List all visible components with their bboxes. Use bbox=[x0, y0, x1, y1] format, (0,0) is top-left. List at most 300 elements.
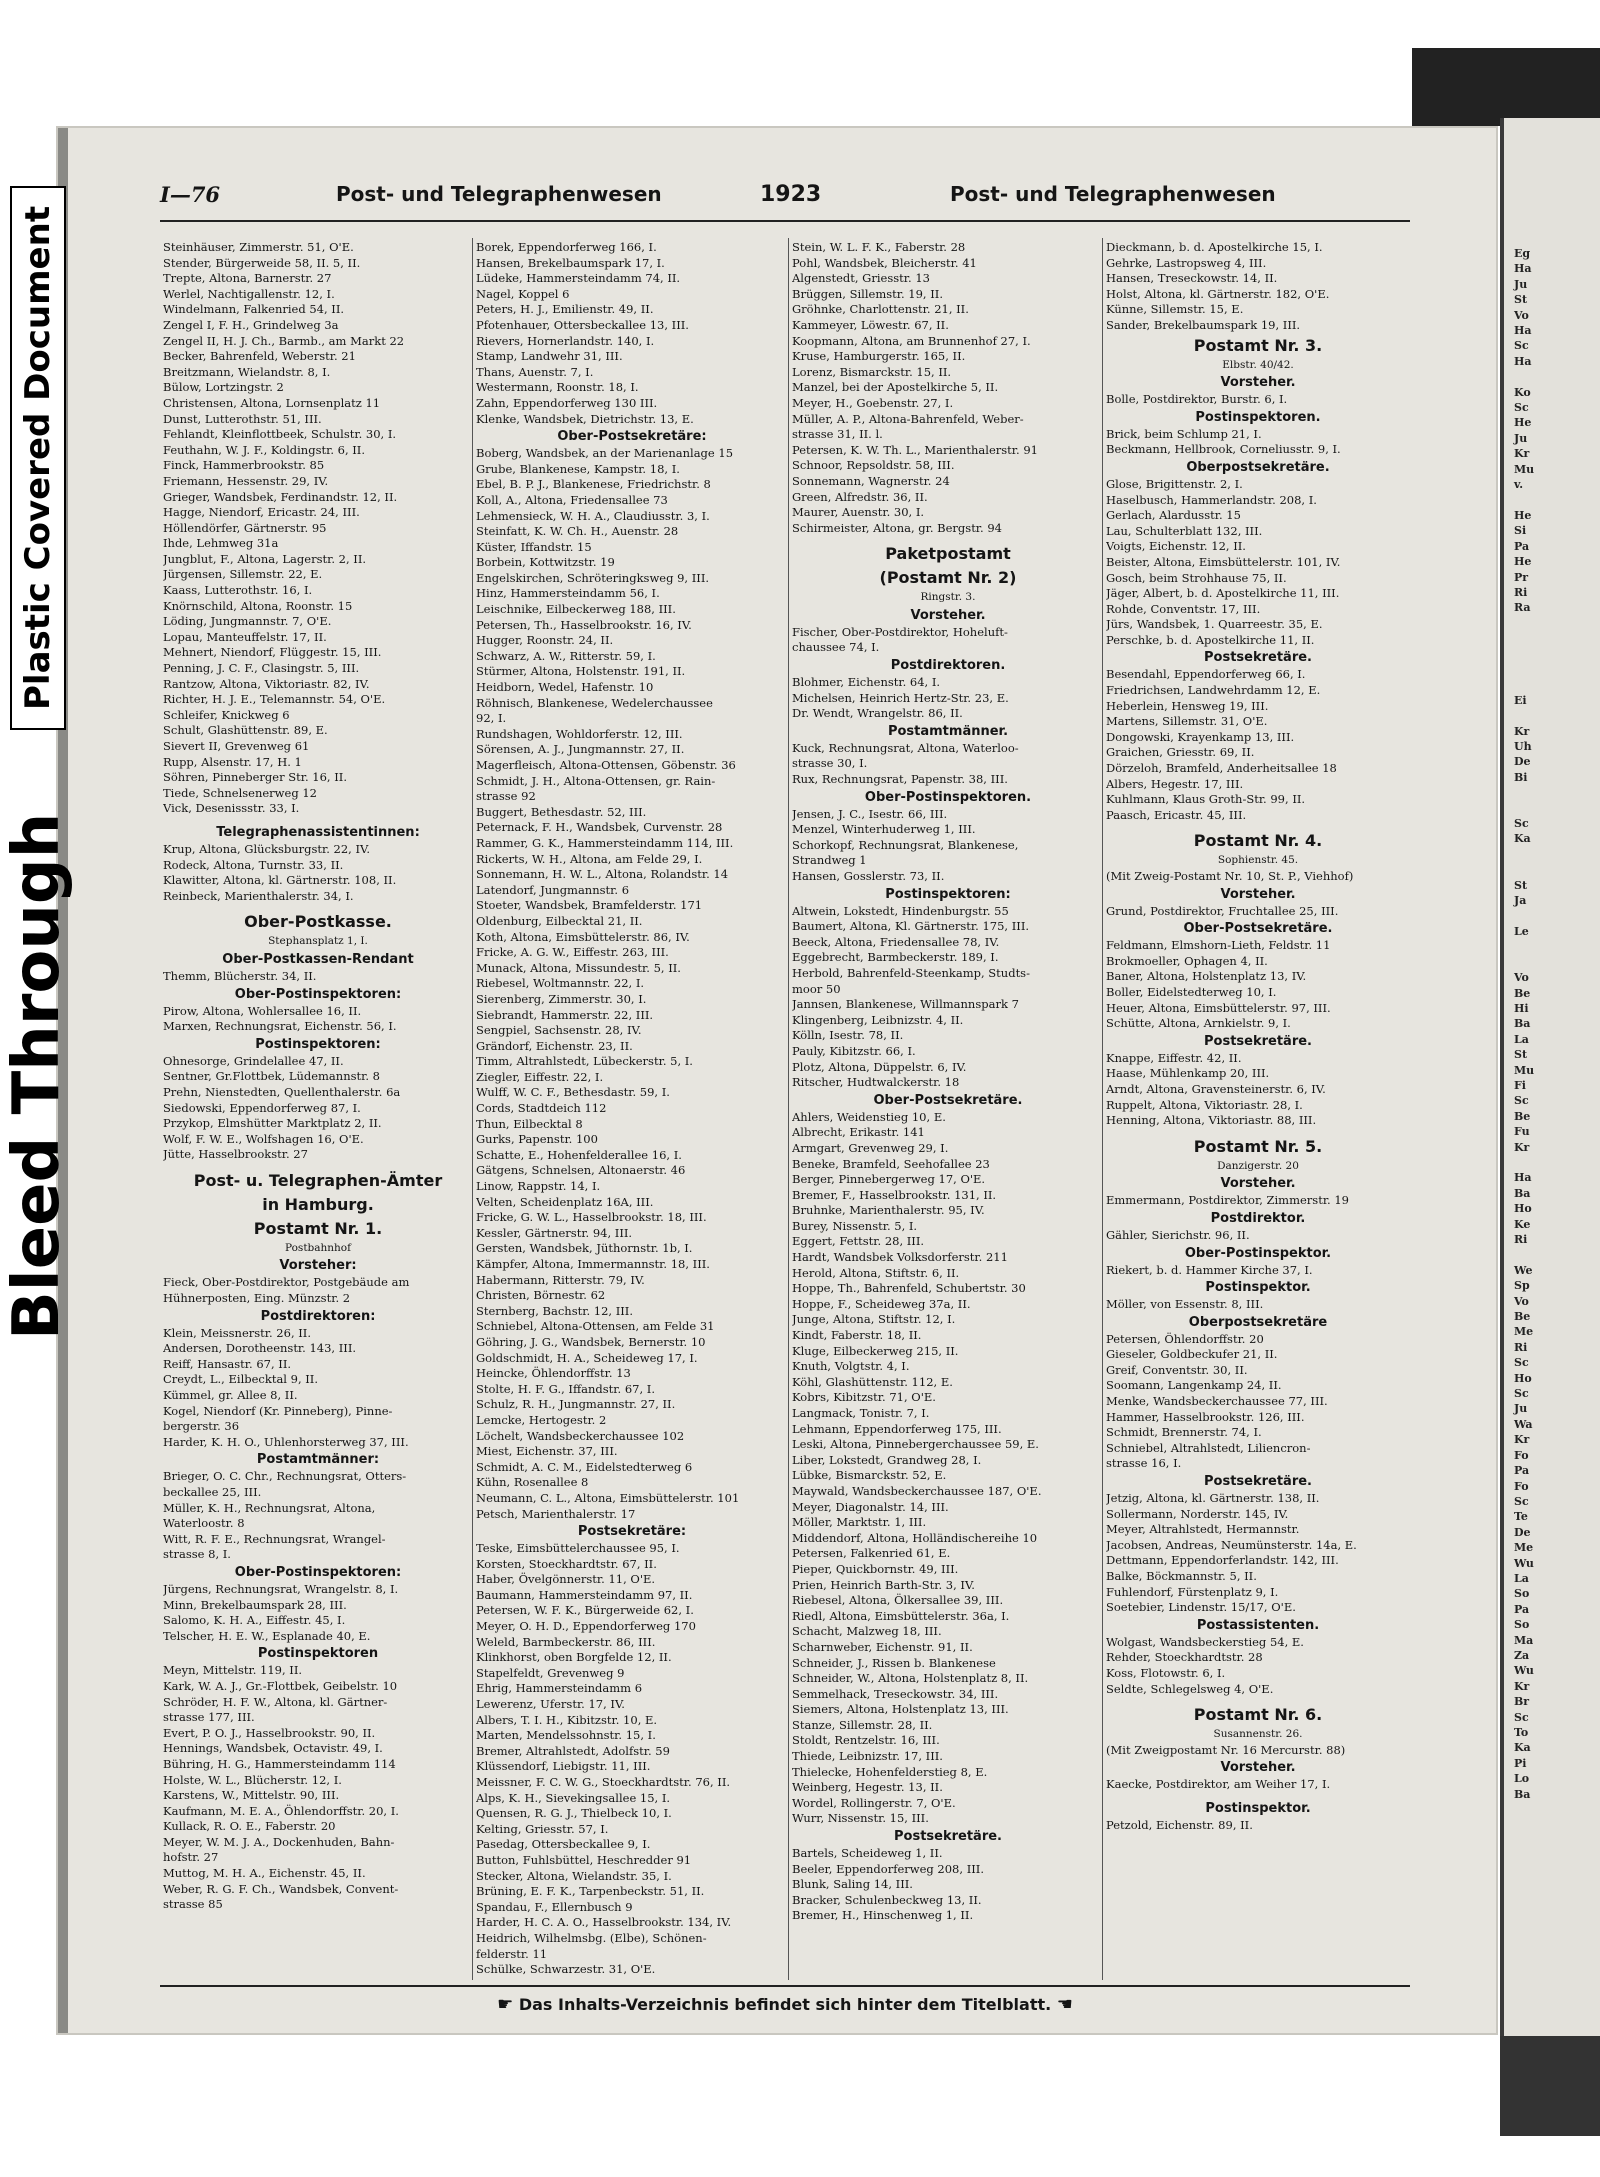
directory-entry: Bracker, Schulenbeckweg 13, II. bbox=[792, 1892, 982, 1907]
section-title: (Postamt Nr. 2) bbox=[879, 568, 1017, 588]
directory-entry: Pasedag, Ottersbeckallee 9, I. bbox=[476, 1837, 651, 1852]
directory-entry: Beister, Altona, Eimsbüttelerstr. 101, IV. bbox=[1106, 554, 1341, 569]
directory-entry: Middendorf, Altona, Holländischereihe 10 bbox=[792, 1530, 1038, 1545]
directory-entry: Rickerts, W. H., Altona, am Felde 29, I. bbox=[476, 851, 703, 866]
header-title-left: Post- und Telegraphenwesen bbox=[336, 182, 662, 206]
directory-entry: Eggert, Fettstr. 28, III. bbox=[792, 1234, 925, 1249]
directory-entry: Dettmann, Eppendorferlandstr. 142, III. bbox=[1106, 1553, 1339, 1568]
directory-entry: Knappe, Eiffestr. 42, II. bbox=[1106, 1050, 1242, 1065]
directory-entry: Marxen, Rechnungsrat, Eichenstr. 56, I. bbox=[163, 1019, 397, 1034]
directory-entry: Quensen, R. G. J., Thielbeck 10, I. bbox=[476, 1806, 672, 1821]
directory-entry: Ebel, B. P. J., Blankenese, Friedrichstr. 8 bbox=[476, 477, 711, 492]
directory-entry: Jürgensen, Sillemstr. 22, E. bbox=[163, 567, 323, 582]
directory-entry: Klinkhorst, oben Borgfelde 12, II. bbox=[476, 1650, 672, 1665]
bleed-through-label: Bleed Through bbox=[0, 812, 74, 1340]
directory-entry: hofstr. 27 bbox=[163, 1850, 219, 1865]
directory-entry: Minn, Brekelbaumspark 28, III. bbox=[163, 1597, 347, 1612]
directory-entry: Heberlein, Hensweg 19, III. bbox=[1106, 698, 1269, 713]
section-address: Elbstr. 40/42. bbox=[1222, 358, 1294, 371]
directory-entry: Becker, Bahrenfeld, Weberstr. 21 bbox=[163, 349, 356, 364]
directory-entry: Wordel, Rollingerstr. 7, O'E. bbox=[792, 1795, 956, 1810]
section-heading: Ober-Postinspektoren: bbox=[234, 1564, 402, 1580]
directory-entry: Ruppelt, Altona, Viktoriastr. 28, I. bbox=[1106, 1097, 1303, 1112]
directory-entry: Rehder, Stoeckhardtstr. 28 bbox=[1106, 1650, 1263, 1665]
directory-entry: Heincke, Öhlendorffstr. 13 bbox=[476, 1366, 631, 1381]
column-2 bbox=[476, 240, 788, 1978]
directory-entry: Grund, Postdirektor, Fruchtallee 25, III. bbox=[1106, 903, 1339, 918]
directory-entry: Henning, Altona, Viktoriastr. 88, III. bbox=[1106, 1113, 1317, 1128]
directory-entry: Plotz, Altona, Düppelstr. 6, IV. bbox=[792, 1059, 967, 1074]
directory-entry: Petsch, Marienthalerstr. 17 bbox=[476, 1506, 636, 1521]
directory-entry: Langmack, Tonistr. 7, I. bbox=[792, 1406, 930, 1420]
directory-entry: Haase, Mühlenkamp 20, III. bbox=[1106, 1066, 1270, 1081]
directory-entry: Schwarz, A. W., Ritterstr. 59, I. bbox=[476, 648, 656, 663]
facing-page-text: Eg Ha Ju St Vo Ha Sc Ha Ko Sc He Ju Kr Mu v. He Si Pa He Pr Ri Ra Ei Kr Uh De Bi Sc Ka St Ja Le Vo Be Hi Ba La St Mu Fi Sc Be Fu Kr Ha Ba Ho Ke Ri We Sp Vo Be Me Ri Sc Ho Sc Ju Wa Kr Fo Pa Fo Sc Te De Me Wu La So Pa So Ma Za Wu Kr Br Sc To Ka Pi Lo Ba bbox=[1514, 247, 1535, 1801]
page-header bbox=[160, 182, 1400, 218]
directory-entry: Baner, Altona, Holstenplatz 13, IV. bbox=[1106, 969, 1307, 984]
directory-entry: Sengpiel, Sachsenstr. 28, IV. bbox=[476, 1023, 642, 1038]
directory-entry: Heidborn, Wedel, Hafenstr. 10 bbox=[476, 680, 654, 695]
directory-entry: Heidrich, Wilhelmsbg. (Elbe), Schönen- bbox=[476, 1930, 707, 1945]
directory-entry: Hansen, Brekelbaumspark 17, I. bbox=[476, 255, 665, 270]
directory-entry: Zahn, Eppendorferweg 130 III. bbox=[476, 395, 658, 410]
directory-entry: Hammer, Hasselbrookstr. 126, III. bbox=[1106, 1409, 1305, 1424]
directory-entry: Andersen, Dorotheenstr. 143, III. bbox=[163, 1341, 357, 1356]
directory-entry: Wolgast, Wandsbeckerstieg 54, E. bbox=[1106, 1634, 1304, 1649]
directory-entry: Stanze, Sillemstr. 28, II. bbox=[792, 1717, 933, 1732]
directory-entry: Dongowski, Krayenkamp 13, III. bbox=[1106, 729, 1295, 744]
directory-entry: Linow, Rappstr. 14, I. bbox=[476, 1179, 601, 1194]
directory-entry: Pauly, Kibitzstr. 66, I. bbox=[792, 1043, 916, 1058]
directory-entry: Dunst, Lutterothstr. 51, III. bbox=[163, 411, 322, 426]
directory-entry: Beeler, Eppendorferweg 208, III. bbox=[792, 1861, 984, 1876]
section-heading: Postinspektor. bbox=[1205, 1800, 1311, 1816]
directory-entry: Schorkopf, Rechnungsrat, Blankenese, bbox=[792, 837, 1019, 852]
directory-entry: Stecker, Altona, Wielandstr. 35, I. bbox=[476, 1868, 672, 1883]
directory-entry: Löchelt, Wandsbeckerchaussee 102 bbox=[476, 1428, 685, 1443]
directory-entry: Weleld, Barmbeckerstr. 86, III. bbox=[476, 1634, 656, 1649]
section-address: Susannenstr. 26. bbox=[1213, 1728, 1303, 1741]
directory-entry: Eggebrecht, Barmbeckerstr. 189, I. bbox=[792, 950, 999, 965]
directory-entry: Rantzow, Altona, Viktoriastr. 82, IV. bbox=[163, 676, 370, 691]
column-4 bbox=[1106, 240, 1410, 1834]
section-heading: Ober-Postsekretäre. bbox=[873, 1092, 1023, 1108]
column-divider bbox=[472, 238, 473, 1980]
directory-entry: Schröder, H. F. W., Altona, kl. Gärtner- bbox=[163, 1694, 388, 1709]
directory-entry: Herold, Altona, Stiftstr. 6, II. bbox=[792, 1265, 960, 1280]
directory-entry: Sievert II, Grevenweg 61 bbox=[163, 739, 310, 753]
directory-entry: Neumann, C. L., Altona, Eimsbüttelerstr. 101 bbox=[476, 1490, 740, 1505]
directory-entry: Feldmann, Elmshorn-Lieth, Feldstr. 11 bbox=[1106, 938, 1331, 953]
directory-entry: Paasch, Ericastr. 45, III. bbox=[1106, 807, 1247, 822]
footer-rule bbox=[160, 1985, 1410, 1987]
directory-entry: Lewerenz, Uferstr. 17, IV. bbox=[476, 1697, 625, 1712]
directory-entry: Pohl, Wandsbek, Bleicherstr. 41 bbox=[792, 255, 977, 270]
directory-entry: Brüning, E. F. K., Tarpenbeckstr. 51, II. bbox=[476, 1884, 705, 1899]
directory-entry: Habermann, Ritterstr. 79, IV. bbox=[476, 1272, 645, 1287]
scanner-bottom-strip bbox=[1500, 2036, 1600, 2136]
directory-entry: Hennings, Wandsbek, Octavistr. 49, I. bbox=[163, 1741, 383, 1756]
directory-entry: Petersen, Öhlendorffstr. 20 bbox=[1106, 1331, 1264, 1346]
directory-entry: Pfotenhauer, Ottersbeckallee 13, III. bbox=[476, 317, 689, 332]
directory-entry: Voigts, Eichenstr. 12, II. bbox=[1106, 539, 1246, 554]
directory-entry: Thiede, Leibnizstr. 17, III. bbox=[792, 1749, 943, 1764]
directory-entry: Schleifer, Knickweg 6 bbox=[163, 707, 290, 722]
directory-entry: Semmelhack, Treseckowstr. 34, III. bbox=[792, 1686, 999, 1701]
directory-entry: Brieger, O. C. Chr., Rechnungsrat, Otters- bbox=[163, 1469, 407, 1484]
directory-entry: Besendahl, Eppendorferweg 66, I. bbox=[1106, 667, 1306, 682]
directory-entry: Köhl, Glashüttenstr. 112, E. bbox=[792, 1374, 953, 1389]
directory-entry: Przykop, Elmshütter Marktplatz 2, II. bbox=[163, 1116, 382, 1131]
directory-entry: Hinz, Hammersteindamm 56, I. bbox=[476, 586, 660, 601]
directory-entry: Grieger, Wandsbek, Ferdinandstr. 12, II. bbox=[163, 489, 398, 504]
column-3 bbox=[792, 240, 1104, 1924]
directory-entry: Bremer, H., Hinschenweg 1, II. bbox=[792, 1908, 974, 1923]
directory-entry: Gieseler, Goldbeckufer 21, II. bbox=[1106, 1347, 1278, 1362]
directory-entry: Schnoor, Repsoldstr. 58, III. bbox=[792, 458, 955, 473]
directory-entry: Schatte, E., Hohenfelderallee 16, I. bbox=[476, 1147, 682, 1162]
directory-entry: Boller, Eidelstedterweg 10, I. bbox=[1106, 984, 1277, 999]
directory-entry: Friedrichsen, Landwehrdamm 12, E. bbox=[1106, 683, 1321, 698]
directory-entry: Klein, Meissnerstr. 26, II. bbox=[163, 1325, 311, 1340]
directory-entry: Buggert, Bethesdastr. 52, III. bbox=[476, 804, 647, 819]
directory-entry: Riedl, Altona, Eimsbüttelerstr. 36a, I. bbox=[792, 1608, 1010, 1623]
directory-entry: Armgart, Grevenweg 29, I. bbox=[792, 1140, 949, 1155]
section-address: Ringstr. 3. bbox=[920, 591, 976, 604]
directory-entry: Karstens, W., Mittelstr. 90, III. bbox=[163, 1788, 340, 1803]
section-title: Paketpostamt bbox=[885, 544, 1011, 564]
directory-entry: Peternack, F. H., Wandsbek, Curvenstr. 28 bbox=[476, 820, 723, 835]
section-heading: Postsekretäre: bbox=[577, 1524, 687, 1540]
directory-entry: Riekert, b. d. Hammer Kirche 37, I. bbox=[1106, 1262, 1313, 1277]
section-title: Postamt Nr. 1. bbox=[253, 1218, 383, 1238]
directory-entry: Koll, A., Altona, Friedensallee 73 bbox=[476, 492, 668, 507]
directory-entry: Trepte, Altona, Barnerstr. 27 bbox=[163, 271, 332, 286]
directory-entry: Gersten, Wandsbek, Jüthornstr. 1b, I. bbox=[476, 1241, 693, 1256]
directory-entry: Fischer, Ober-Postdirektor, Hoheluft- bbox=[792, 624, 1008, 639]
directory-entry: Kühn, Rosenallee 8 bbox=[476, 1475, 589, 1490]
directory-entry: Oldenburg, Eilbecktal 21, II. bbox=[476, 913, 643, 928]
directory-entry: Algenstedt, Griesstr. 13 bbox=[792, 271, 930, 286]
directory-entry: Miest, Eichenstr. 37, III. bbox=[476, 1444, 618, 1459]
directory-entry: Gähler, Sierichstr. 96, II. bbox=[1106, 1227, 1250, 1242]
directory-entry: Gätgens, Schnelsen, Altonaerstr. 46 bbox=[476, 1163, 686, 1178]
directory-entry: Kaufmann, M. E. A., Öhlendorffstr. 20, I. bbox=[163, 1803, 399, 1818]
page-number: I—76 bbox=[160, 182, 221, 207]
directory-entry: Jetzig, Altona, kl. Gärtnerstr. 138, II. bbox=[1106, 1491, 1320, 1506]
directory-entry: Schniebel, Altrahlstedt, Liliencron- bbox=[1106, 1440, 1311, 1455]
directory-entry: Menzel, Winterhuderweg 1, III. bbox=[792, 822, 976, 837]
directory-entry: Altwein, Lokstedt, Hindenburgstr. 55 bbox=[792, 903, 1009, 918]
directory-entry: Meyer, O. H. D., Eppendorferweg 170 bbox=[476, 1619, 696, 1634]
directory-entry: Kaass, Lutterothstr. 16, I. bbox=[163, 583, 313, 598]
directory-entry: Hoppe, F., Scheideweg 37a, II. bbox=[792, 1296, 971, 1311]
directory-entry: Rodeck, Altona, Turnstr. 33, II. bbox=[163, 857, 344, 872]
section-address: Sophienstr. 45. bbox=[1217, 854, 1299, 867]
directory-entry: Kessler, Gärtnerstr. 94, III. bbox=[476, 1225, 633, 1240]
directory-entry: Hagge, Niendorf, Ericastr. 24, III. bbox=[163, 505, 360, 520]
header-year: 1923 bbox=[760, 182, 822, 207]
pointing-hand-left-icon: ☛ bbox=[497, 1994, 514, 2015]
directory-entry: Harder, H. C. A. O., Hasselbrookstr. 134, IV. bbox=[476, 1915, 732, 1930]
directory-entry: Hardt, Wandsbek Volksdorferstr. 211 bbox=[792, 1250, 1008, 1265]
directory-entry: moor 50 bbox=[792, 981, 841, 996]
directory-entry: Seldte, Schlegelsweg 4, O'E. bbox=[1106, 1681, 1274, 1696]
directory-entry: Bühring, H. G., Hammersteindamm 114 bbox=[163, 1756, 396, 1771]
directory-entry: Meyer, Altrahlstedt, Hermannstr. bbox=[1106, 1522, 1300, 1537]
directory-entry: strasse 177, III. bbox=[163, 1710, 255, 1725]
directory-entry: Beckmann, Hellbrook, Corneliusstr. 9, I. bbox=[1106, 442, 1341, 457]
directory-entry: Borek, Eppendorferweg 166, I. bbox=[476, 240, 657, 254]
directory-entry: Beeck, Altona, Friedensallee 78, IV. bbox=[792, 934, 1000, 949]
directory-entry: Stamp, Landwehr 31, III. bbox=[476, 349, 623, 364]
directory-entry: Haber, Övelgönnerstr. 11, O'E. bbox=[476, 1572, 656, 1587]
directory-entry: Brokmoeller, Ophagen 4, II. bbox=[1106, 953, 1268, 968]
directory-entry: Meyer, Diagonalstr. 14, III. bbox=[792, 1499, 949, 1514]
directory-entry: Petersen, Falkenried 61, E. bbox=[792, 1546, 951, 1561]
section-address: Postbahnhof bbox=[284, 1241, 352, 1254]
directory-entry: Heuer, Altona, Eimsbüttelerstr. 97, III. bbox=[1106, 1000, 1331, 1015]
directory-entry: Evert, P. O. J., Hasselbrookstr. 90, II. bbox=[163, 1725, 376, 1740]
directory-entry: Spandau, F., Ellernbusch 9 bbox=[476, 1899, 633, 1914]
directory-entry: Latendorf, Jungmannstr. 6 bbox=[476, 882, 630, 897]
directory-entry: Kuhlmann, Klaus Groth-Str. 99, II. bbox=[1106, 792, 1306, 807]
directory-entry: Sternberg, Bachstr. 12, III. bbox=[476, 1303, 633, 1318]
directory-entry: Petersen, W. F. K., Bürgerweide 62, I. bbox=[476, 1603, 694, 1618]
section-heading: Postamtmänner: bbox=[256, 1452, 380, 1468]
directory-entry: Sonnemann, Wagnerstr. 24 bbox=[792, 473, 950, 488]
directory-entry: Stender, Bürgerweide 58, II. 5, II. bbox=[163, 255, 361, 270]
directory-entry: Albrecht, Erikastr. 141 bbox=[792, 1125, 925, 1140]
directory-entry: Bremer, Altrahlstedt, Adolfstr. 59 bbox=[476, 1743, 670, 1758]
directory-entry: Kammeyer, Löwestr. 67, II. bbox=[792, 317, 949, 332]
directory-entry: Möller, Marktstr. 1, III. bbox=[792, 1515, 927, 1530]
directory-entry: Fieck, Ober-Postdirektor, Postgebäude am bbox=[163, 1275, 410, 1290]
directory-entry: Kark, W. A. J., Gr.-Flottbek, Geibelstr. 10 bbox=[163, 1678, 398, 1693]
facing-page-fragment bbox=[1500, 118, 1600, 2038]
directory-entry: felderstr. 11 bbox=[476, 1946, 548, 1961]
column-divider bbox=[788, 238, 789, 1980]
directory-entry: Jacobsen, Andreas, Neumünsterstr. 14a, E. bbox=[1106, 1537, 1357, 1552]
directory-entry: Stolte, H. F. G., Iffandstr. 67, I. bbox=[476, 1381, 655, 1396]
directory-entry: Korsten, Stoeckhardtstr. 67, II. bbox=[476, 1556, 657, 1571]
footer-text: Das Inhalts-Verzeichnis befindet sich hinter dem Titelblatt. bbox=[518, 1995, 1052, 2014]
directory-entry: Green, Alfredstr. 36, II. bbox=[792, 489, 928, 504]
directory-entry: Beneke, Bramfeld, Seehofallee 23 bbox=[792, 1156, 990, 1171]
section-heading: Postsekretäre. bbox=[1204, 1033, 1312, 1049]
directory-entry: Klingenberg, Leibnizstr. 4, II. bbox=[792, 1012, 964, 1027]
directory-entry: Knörnschild, Altona, Roonstr. 15 bbox=[163, 598, 353, 613]
directory-entry: Rundshagen, Wohldorferstr. 12, III. bbox=[476, 726, 683, 741]
section-address: Danzigerstr. 20 bbox=[1217, 1159, 1299, 1172]
directory-entry: Baumert, Altona, Kl. Gärtnerstr. 175, III. bbox=[792, 919, 1030, 934]
directory-entry: Leischnike, Eilbeckerweg 188, III. bbox=[476, 602, 676, 617]
section-heading: Postinspektor. bbox=[1205, 1280, 1311, 1296]
directory-entry: Lehmensieck, W. H. A., Claudiusstr. 3, I. bbox=[476, 508, 710, 523]
header-rule bbox=[160, 220, 1410, 222]
directory-entry: Siemers, Altona, Holstenplatz 13, III. bbox=[792, 1702, 1009, 1717]
directory-entry: Schmidt, Brennerstr. 74, I. bbox=[1106, 1425, 1262, 1440]
directory-entry: Burey, Nissenstr. 5, I. bbox=[792, 1218, 918, 1233]
directory-entry: beckallee 25, III. bbox=[163, 1485, 262, 1499]
directory-entry: Stapelfeldt, Grevenweg 9 bbox=[476, 1665, 625, 1680]
directory-entry: Gehrke, Lastropsweg 4, III. bbox=[1106, 255, 1267, 270]
directory-entry: Bartels, Scheideweg 1, II. bbox=[792, 1846, 943, 1861]
directory-entry: Grändorf, Eichenstr. 23, II. bbox=[476, 1038, 633, 1053]
directory-entry: strasse 30, I. bbox=[792, 756, 868, 771]
directory-entry: strasse 85 bbox=[163, 1897, 223, 1912]
directory-entry: Holste, W. L., Blücherstr. 12, I. bbox=[163, 1772, 342, 1787]
directory-entry: Velten, Scheidenplatz 16A, III. bbox=[476, 1194, 654, 1209]
directory-entry: Wurr, Nissenstr. 15, III. bbox=[792, 1811, 929, 1826]
directory-entry: Kämpfer, Altona, Immermannstr. 18, III. bbox=[476, 1257, 710, 1271]
directory-entry: Petersen, K. W. Th. L., Marienthalerstr. 91 bbox=[792, 442, 1038, 457]
directory-entry: Ritscher, Hudtwalckerstr. 18 bbox=[792, 1075, 960, 1090]
directory-entry: Dörzeloh, Bramfeld, Anderheitsallee 18 bbox=[1106, 761, 1337, 776]
directory-entry: Soomann, Langenkamp 24, II. bbox=[1106, 1378, 1282, 1393]
directory-entry: Weinberg, Hegestr. 13, II. bbox=[792, 1780, 943, 1795]
directory-entry: Maywald, Wandsbeckerchaussee 187, O'E. bbox=[792, 1483, 1042, 1498]
directory-entry: Blohmer, Eichenstr. 64, I. bbox=[792, 675, 941, 690]
directory-entry: Göhring, J. G., Wandsbek, Bernerstr. 10 bbox=[476, 1334, 706, 1349]
directory-entry: Borbein, Kottwitzstr. 19 bbox=[476, 555, 615, 570]
directory-entry: Jürs, Wandsbek, 1. Quarreestr. 35, E. bbox=[1106, 617, 1323, 632]
section-address: Stephansplatz 1, I. bbox=[268, 935, 368, 948]
directory-entry: Tiede, Schnelsenerweg 12 bbox=[163, 785, 317, 800]
directory-entry: Petzold, Eichenstr. 89, II. bbox=[1106, 1817, 1253, 1832]
directory-entry: Röhnisch, Blankenese, Wedelerchaussee bbox=[476, 695, 713, 710]
directory-entry: Löding, Jungmannstr. 7, O'E. bbox=[163, 614, 332, 629]
directory-entry: Junge, Altona, Stiftstr. 12, I. bbox=[792, 1312, 956, 1327]
directory-entry: Westermann, Roonstr. 18, I. bbox=[476, 380, 639, 395]
directory-entry: Hugger, Roonstr. 24, II. bbox=[476, 633, 614, 648]
directory-entry: Windelmann, Falkenried 54, II. bbox=[163, 302, 345, 317]
section-heading: Ober-Postinspektoren: bbox=[234, 986, 402, 1002]
directory-entry: Liber, Lokstedt, Grandweg 28, I. bbox=[792, 1452, 982, 1467]
directory-entry: Blunk, Saling 14, III. bbox=[792, 1877, 913, 1892]
directory-entry: Wulff, W. C. F., Bethesdastr. 59, I. bbox=[476, 1085, 670, 1100]
directory-entry: Stoeter, Wandsbek, Bramfelderstr. 171 bbox=[476, 898, 703, 913]
directory-entry: Zengel II, H. J. Ch., Barmb., am Markt 22 bbox=[163, 333, 405, 348]
directory-entry: Weber, R. G. F. Ch., Wandsbek, Convent- bbox=[163, 1881, 399, 1896]
directory-entry: strasse 16, I. bbox=[1106, 1456, 1182, 1471]
directory-entry: Lemcke, Hertogestr. 2 bbox=[476, 1412, 607, 1427]
section-title: Ober-Postkasse. bbox=[244, 912, 392, 932]
section-heading: Postsekretäre. bbox=[1204, 650, 1312, 666]
directory-entry: Munack, Altona, Missundestr. 5, II. bbox=[476, 960, 681, 975]
directory-entry: Hühnerposten, Eing. Münzstr. 2 bbox=[163, 1291, 351, 1306]
directory-entry: Teske, Eimsbüttelerchaussee 95, I. bbox=[476, 1541, 680, 1556]
section-heading: Postassistenten. bbox=[1196, 1617, 1320, 1633]
section-heading: Postsekretäre. bbox=[894, 1829, 1002, 1845]
directory-entry: (Mit Zweigpostamt Nr. 16 Mercurstr. 88) bbox=[1106, 1742, 1346, 1757]
directory-entry: Haselbusch, Hammerlandstr. 208, I. bbox=[1106, 492, 1317, 507]
directory-entry: Klawitter, Altona, kl. Gärtnerstr. 108, II. bbox=[163, 873, 397, 888]
directory-entry: Timm, Altrahlstedt, Lübeckerstr. 5, I. bbox=[476, 1054, 693, 1069]
directory-entry: Siedowski, Eppendorferweg 87, I. bbox=[163, 1100, 361, 1115]
directory-entry: Waterloostr. 8 bbox=[163, 1516, 245, 1531]
directory-entry: Leski, Altona, Pinnebergerchaussee 59, E. bbox=[792, 1437, 1039, 1452]
directory-entry: Meyn, Mittelstr. 119, II. bbox=[163, 1663, 303, 1678]
directory-entry: Bülow, Lortzingstr. 2 bbox=[163, 380, 284, 395]
directory-entry: Nagel, Koppel 6 bbox=[476, 286, 570, 301]
directory-entry: Magerfleisch, Altona-Ottensen, Göbenstr. 36 bbox=[476, 758, 736, 772]
directory-entry: Telscher, H. E. W., Esplanade 40, E. bbox=[163, 1628, 371, 1643]
directory-entry: Arndt, Altona, Gravensteinerstr. 6, IV. bbox=[1106, 1081, 1326, 1096]
directory-entry: Baumann, Hammersteindamm 97, II. bbox=[476, 1587, 693, 1602]
directory-entry: Prien, Heinrich Barth-Str. 3, IV. bbox=[792, 1577, 975, 1592]
directory-entry: Rievers, Hornerlandstr. 140, I. bbox=[476, 333, 655, 348]
directory-entry: Thans, Auenstr. 7, I. bbox=[476, 364, 594, 379]
section-heading: Ober-Postkassen-Rendant bbox=[222, 951, 414, 967]
directory-entry: Ahlers, Weidenstieg 10, E. bbox=[792, 1109, 946, 1124]
directory-entry: Knuth, Volgtstr. 4, I. bbox=[792, 1359, 910, 1374]
directory-entry: Christen, Börnestr. 62 bbox=[476, 1288, 606, 1303]
directory-entry: Kelting, Griesstr. 57, I. bbox=[476, 1821, 609, 1836]
directory-entry: Glose, Brigittenstr. 2, I. bbox=[1106, 476, 1243, 491]
directory-entry: Manzel, bei der Apostelkirche 5, II. bbox=[792, 380, 999, 395]
directory-entry: Sierenberg, Zimmerstr. 30, I. bbox=[476, 991, 647, 1006]
column-divider bbox=[1102, 238, 1103, 1980]
directory-entry: Höllendörfer, Gärtnerstr. 95 bbox=[163, 520, 327, 535]
directory-entry: Harder, K. H. O., Uhlenhorsterweg 37, III. bbox=[163, 1434, 409, 1449]
directory-entry: Menke, Wandsbeckerchaussee 77, III. bbox=[1106, 1394, 1328, 1409]
section-heading: Postsekretäre. bbox=[1204, 1474, 1312, 1490]
directory-entry: Sonnemann, H. W. L., Altona, Rolandstr. 14 bbox=[476, 867, 729, 882]
directory-entry: Friemann, Hessenstr. 29, IV. bbox=[163, 473, 329, 488]
directory-entry: Soetebier, Lindenstr. 15/17, O'E. bbox=[1106, 1600, 1296, 1615]
directory-entry: Lopau, Manteuffelstr. 17, II. bbox=[163, 629, 327, 644]
directory-entry: Muttog, M. H. A., Eichenstr. 45, II. bbox=[163, 1866, 366, 1881]
section-title: Postamt Nr. 6. bbox=[1193, 1705, 1323, 1725]
directory-entry: Steinhäuser, Zimmerstr. 51, O'E. bbox=[163, 240, 354, 254]
directory-entry: Lehmann, Eppendorferweg 175, III. bbox=[792, 1421, 1002, 1436]
directory-entry: Zengel I, F. H., Grindelweg 3a bbox=[163, 317, 339, 332]
directory-entry: Klüssendorf, Liebigstr. 11, III. bbox=[476, 1759, 651, 1774]
directory-entry: Herbold, Bahrenfeld-Steenkamp, Studts- bbox=[792, 965, 1030, 980]
column-1 bbox=[163, 240, 473, 1913]
footer-notice bbox=[160, 1994, 1410, 2015]
directory-entry: Jannsen, Blankenese, Willmannspark 7 bbox=[792, 997, 1019, 1012]
directory-entry: Hansen, Treseckowstr. 14, II. bbox=[1106, 271, 1278, 286]
directory-entry: Sollermann, Norderstr. 145, IV. bbox=[1106, 1506, 1289, 1521]
directory-entry: Fehlandt, Kleinflottbeek, Schulstr. 30, I. bbox=[163, 427, 397, 442]
directory-entry: Petersen, Th., Hasselbrookstr. 16, IV. bbox=[476, 617, 692, 632]
directory-entry: Lau, Schulterblatt 132, III. bbox=[1106, 523, 1263, 538]
section-heading: Postdirektoren: bbox=[260, 1308, 376, 1324]
section-heading: Vorsteher: bbox=[279, 1258, 357, 1274]
directory-entry: Küster, Iffandstr. 15 bbox=[476, 539, 592, 554]
section-heading: Oberpostsekretäre bbox=[1188, 1314, 1328, 1330]
section-heading: Ober-Postinspektoren. bbox=[864, 789, 1032, 805]
directory-entry: Breitzmann, Wielandstr. 8, I. bbox=[163, 364, 331, 379]
directory-entry: Thielecke, Hohenfelderstieg 8, E. bbox=[792, 1764, 988, 1779]
directory-entry: Albers, T. I. H., Kibitzstr. 10, E. bbox=[476, 1712, 658, 1727]
section-title: Post- u. Telegraphen-Ämter bbox=[193, 1170, 443, 1190]
directory-entry: Jäger, Albert, b. d. Apostelkirche 11, III. bbox=[1106, 586, 1340, 601]
directory-entry: Koss, Flotowstr. 6, I. bbox=[1106, 1665, 1226, 1680]
directory-entry: Rammer, G. K., Hammersteindamm 114, III. bbox=[476, 835, 734, 850]
section-heading: Postinspektoren: bbox=[255, 1036, 381, 1052]
directory-entry: Meyer, H., Goebenstr. 27, I. bbox=[792, 395, 954, 410]
directory-entry: Jütte, Hasselbrookstr. 27 bbox=[163, 1147, 308, 1162]
section-heading: Vorsteher. bbox=[910, 607, 986, 623]
directory-entry: Söhren, Pinneberger Str. 16, II. bbox=[163, 770, 347, 785]
directory-entry: Bruhnke, Marienthalerstr. 95, IV. bbox=[792, 1203, 985, 1218]
directory-entry: Bremer, F., Hasselbrookstr. 131, II. bbox=[792, 1187, 997, 1202]
directory-entry: Meyer, W. M. J. A., Dockenhuden, Bahn- bbox=[163, 1834, 395, 1849]
section-heading: Ober-Postinspektor. bbox=[1184, 1245, 1332, 1261]
